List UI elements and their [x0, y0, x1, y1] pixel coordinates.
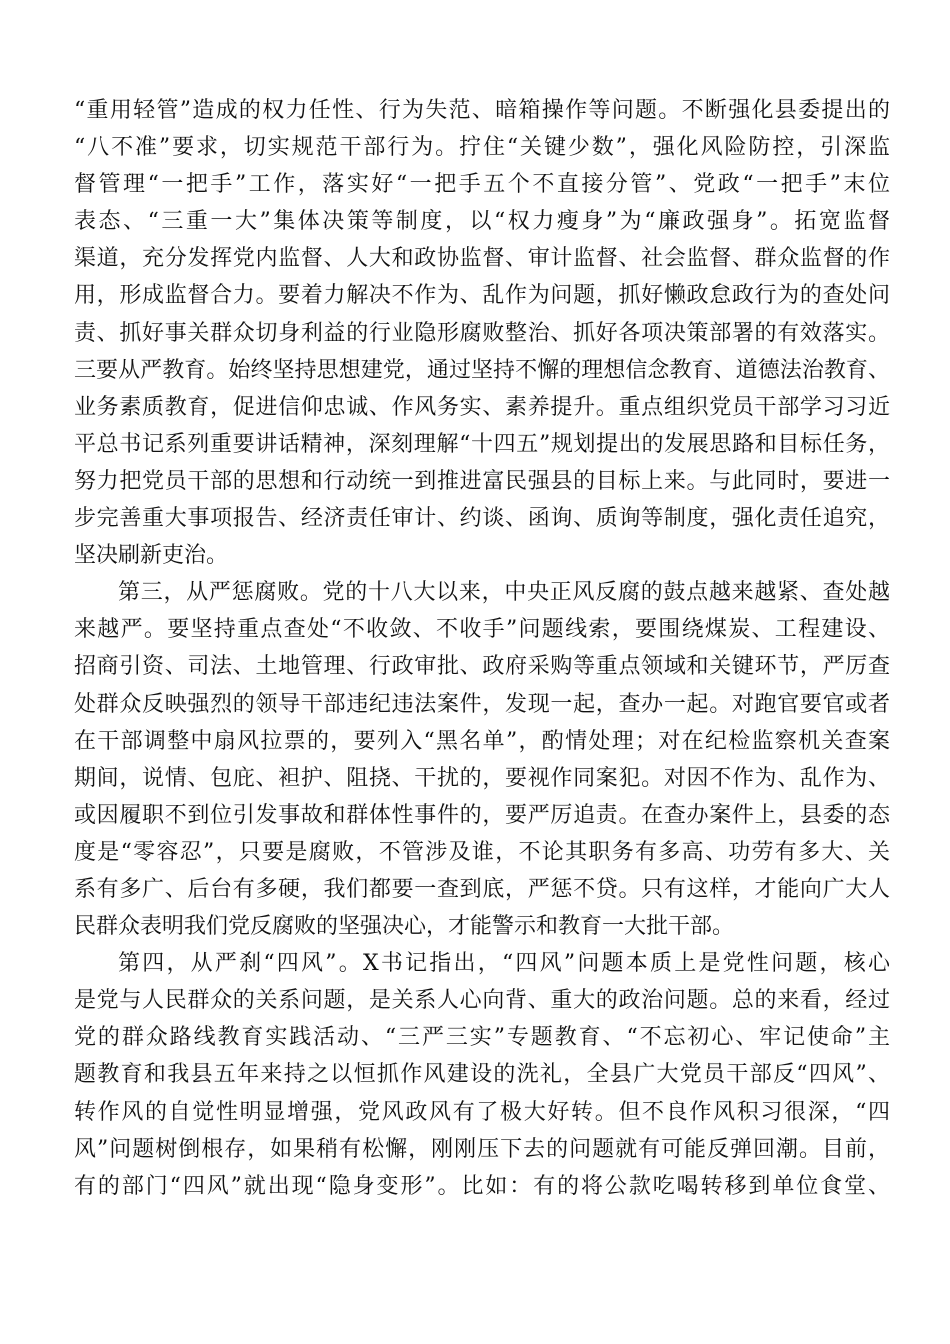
text-line: “八不准”要求，切实规范干部行为。拧住“关键少数”，强化风险防控，引深监	[74, 135, 890, 161]
text-line: 是党与人民群众的关系问题，是关系人心向背、重大的政治问题。总的来看，经过	[74, 988, 890, 1014]
text-line: 渠道，充分发挥党内监督、人大和政协监督、审计监督、社会监督、群众监督的作	[74, 246, 890, 272]
document-body	[74, 92, 890, 1205]
text-line: 民群众表明我们党反腐败的坚强决心，才能警示和教育一大批干部。	[74, 914, 735, 940]
text-line: 表态、“三重一大”集体决策等制度，以“权力瘦身”为“廉政强身”。拓宽监督	[74, 209, 890, 235]
text-line: 努力把党员干部的思想和行动统一到推进富民强县的目标上来。与此同时，要进一	[74, 468, 890, 494]
text-line: 系有多广、后台有多硬，我们都要一查到底，严惩不贷。只有这样，才能向广大人	[74, 876, 890, 902]
text-line: 度是“零容忍”，只要是腐败，不管涉及谁，不论其职务有多高、功劳有多大、关	[74, 839, 890, 865]
text-line: 在干部调整中扇风拉票的，要列入“黑名单”，酌情处理；对在纪检监察机关查案	[74, 728, 890, 754]
paragraph-first-line: 第四，从严刹“四风”。X书记指出，“四风”问题本质上是党性问题，核心	[118, 951, 890, 977]
text-line: 业务素质教育，促进信仰忠诚、作风务实、素养提升。重点组织党员干部学习习近	[74, 394, 890, 420]
text-line: 来越严。要坚持重点查处“不收敛、不收手”问题线索，要围绕煤炭、工程建设、	[74, 617, 890, 643]
paragraph-first-line: 第三，从严惩腐败。党的十八大以来，中央正风反腐的鼓点越来越紧、查处越	[118, 580, 890, 606]
text-line: “重用轻管”造成的权力任性、行为失范、暗箱操作等问题。不断强化县委提出的	[74, 98, 890, 123]
text-line: 三要从严教育。始终坚持思想建党，通过坚持不懈的理想信念教育、道德法治教育、	[74, 357, 890, 383]
text-line: 风”问题树倒根存，如果稍有松懈，刚刚压下去的问题就有可能反弹回潮。目前，	[74, 1136, 890, 1162]
text-line: 处群众反映强烈的领导干部违纪违法案件，发现一起，查办一起。对跑官要官或者	[74, 691, 890, 717]
text-line: 招商引资、司法、土地管理、行政审批、政府采购等重点领域和关键环节，严厉查	[74, 654, 890, 680]
text-line: 用，形成监督合力。要着力解决不作为、乱作为问题，抓好懒政怠政行为的查处问	[74, 283, 890, 309]
text-line: 坚决刷新吏治。	[74, 543, 229, 569]
text-line: 督管理“一把手”工作，落实好“一把手五个不直接分管”、党政“一把手”末位	[74, 172, 890, 198]
text-line: 平总书记系列重要讲话精神，深刻理解“十四五”规划提出的发展思路和目标任务，	[74, 431, 890, 457]
text-line: 题教育和我县五年来持之以恒抓作风建设的洗礼，全县广大党员干部反“四风”、	[74, 1062, 890, 1088]
text-line: 期间，说情、包庇、袒护、阻挠、干扰的，要视作同案犯。对因不作为、乱作为、	[74, 765, 890, 791]
text-line: 或因履职不到位引发事故和群体性事件的，要严厉追责。在查办案件上，县委的态	[74, 802, 890, 828]
text-line: 党的群众路线教育实践活动、“三严三实”专题教育、“不忘初心、牢记使命”主	[74, 1025, 890, 1051]
text-line: 转作风的自觉性明显增强，党风政风有了极大好转。但不良作风积习很深，“四	[74, 1099, 890, 1125]
text-line: 有的部门“四风”就出现“隐身变形”。比如：有的将公款吃喝转移到单位食堂、	[74, 1173, 890, 1199]
text-line: 步完善重大事项报告、经济责任审计、约谈、函询、质询等制度，强化责任追究，	[74, 506, 890, 532]
text-line: 责、抓好事关群众切身利益的行业隐形腐败整治、抓好各项决策部署的有效落实。	[74, 320, 890, 346]
